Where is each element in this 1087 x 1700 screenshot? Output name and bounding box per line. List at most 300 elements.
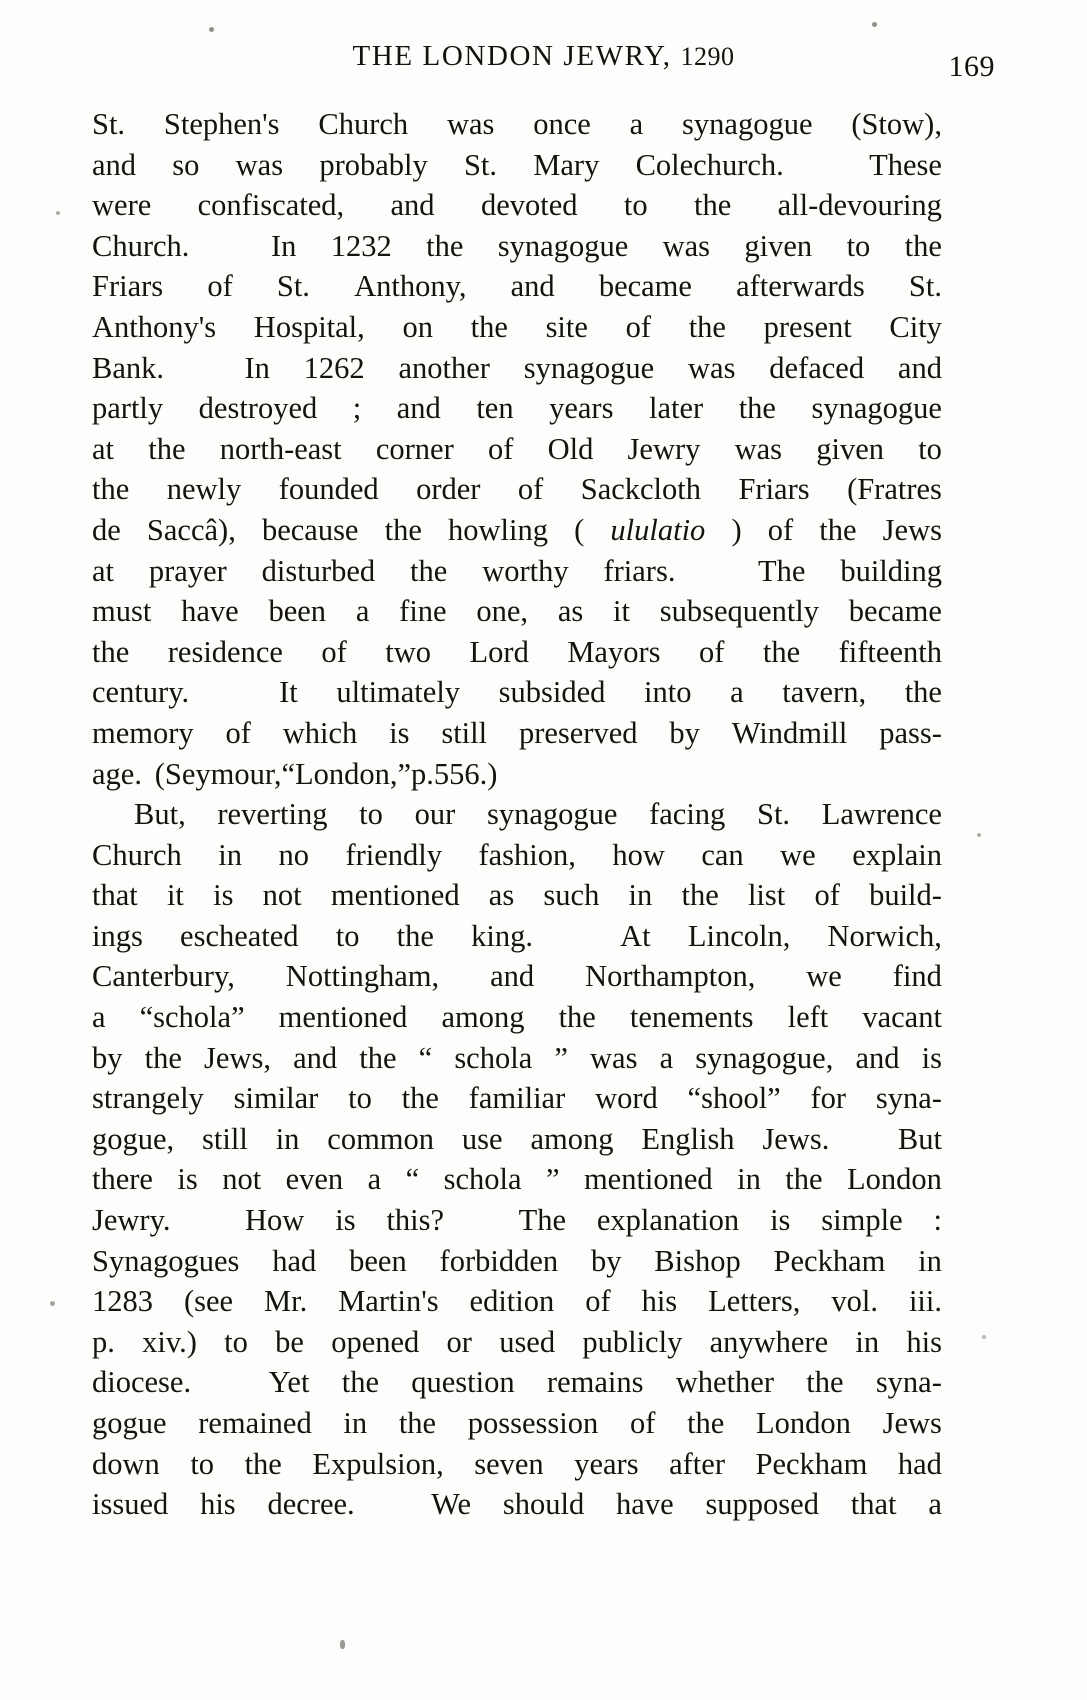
text-word: at: [92, 553, 115, 588]
text-word: confiscated,: [197, 188, 345, 223]
text-word: the: [904, 228, 942, 263]
text-word: But,: [134, 797, 186, 832]
text-word: to: [846, 228, 871, 263]
text-word: Jews: [882, 512, 942, 547]
text-word: his: [906, 1324, 942, 1359]
text-word: seven: [474, 1446, 544, 1481]
text-word: Lord: [469, 634, 529, 669]
text-word: memory: [92, 715, 194, 750]
text-line: [92, 632, 942, 673]
text-word: one,: [476, 594, 529, 629]
text-word: fashion,: [478, 837, 576, 872]
text-word: or: [446, 1324, 472, 1359]
text-line: [92, 1444, 942, 1485]
text-line: [92, 307, 942, 348]
text-word: How: [245, 1203, 305, 1238]
text-word: 1283: [92, 1284, 153, 1319]
text-word: newly: [166, 472, 242, 507]
text-word: ululatio: [610, 512, 706, 547]
text-word: Hospital,: [253, 309, 365, 344]
text-word: a: [629, 107, 644, 141]
text-word: been: [349, 1243, 407, 1278]
text-word: synagogue,: [695, 1040, 834, 1075]
text-word: syna-: [875, 1081, 942, 1116]
text-word: such: [543, 878, 600, 913]
text-word: strangely: [92, 1081, 204, 1116]
text-word: that: [92, 878, 138, 913]
text-word: two: [385, 634, 432, 669]
text-word: Jewry.: [92, 1203, 171, 1238]
text-word: the: [904, 675, 942, 710]
text-word: after: [669, 1446, 725, 1481]
text-word: in: [918, 1243, 942, 1278]
text-word: gogue,: [92, 1121, 175, 1156]
text-line: [92, 1038, 942, 1079]
text-word: that: [850, 1487, 897, 1522]
text-word: London: [847, 1162, 942, 1197]
text-word: still: [202, 1121, 248, 1156]
text-word: whether: [675, 1365, 774, 1400]
text-word: of: [625, 309, 652, 344]
text-word: had: [897, 1446, 942, 1481]
text-word: St.: [757, 797, 791, 832]
text-line: [92, 672, 942, 713]
text-word: given: [816, 431, 884, 466]
text-word: to: [190, 1446, 215, 1481]
text-word: The: [758, 553, 806, 588]
text-word: supposed: [705, 1487, 819, 1522]
text-line: [92, 875, 942, 916]
text-word: to: [335, 918, 360, 953]
text-word: a: [92, 1000, 106, 1035]
text-word: But: [897, 1121, 942, 1156]
text-word: north-east: [219, 431, 342, 466]
text-word: ;: [352, 391, 362, 426]
text-word: this?: [386, 1203, 445, 1238]
text-word: Jews,: [204, 1040, 271, 1075]
text-word: defaced: [769, 350, 865, 385]
text-word: a: [659, 1040, 674, 1075]
text-word: present: [763, 309, 852, 344]
text-line: [92, 1200, 942, 1241]
text-word: mentioned: [330, 878, 460, 913]
text-word: similar: [233, 1081, 319, 1116]
text-word: is: [213, 878, 234, 913]
text-word: These: [869, 147, 942, 182]
text-word: a: [367, 1162, 382, 1197]
text-line: [92, 510, 942, 551]
text-word: Saccâ),: [146, 512, 236, 547]
text-word: because: [261, 512, 359, 547]
text-word: the: [426, 228, 464, 263]
text-word: diocese.: [92, 1365, 192, 1400]
text-word: later: [648, 391, 704, 426]
text-word: is: [921, 1040, 942, 1075]
scan-speck: [977, 833, 981, 837]
text-line: [92, 185, 942, 226]
text-word: syna-: [875, 1365, 942, 1400]
text-line: [92, 591, 942, 632]
text-word: of: [629, 1406, 656, 1440]
text-word: was: [590, 1040, 638, 1075]
text-word: the: [762, 634, 801, 669]
text-word: of: [698, 634, 725, 669]
text-word: friendly: [345, 837, 442, 872]
running-head-year: 1290: [680, 42, 735, 71]
text-word: Mayors: [567, 634, 661, 669]
text-word: howling: [448, 512, 548, 547]
text-word: decree.: [267, 1487, 355, 1522]
text-word: the: [738, 391, 776, 426]
text-word: in: [628, 878, 653, 913]
text-line: [92, 226, 942, 267]
text-word: another: [398, 350, 490, 385]
text-word: should: [502, 1487, 585, 1522]
text-word: Bishop: [654, 1243, 741, 1278]
text-word: English: [641, 1121, 735, 1156]
text-word: among: [441, 1000, 525, 1035]
text-word: 1232: [330, 228, 392, 263]
text-word: Mary: [533, 147, 600, 182]
text-word: the: [681, 878, 719, 913]
text-word: and: [897, 350, 942, 385]
text-word: a: [928, 1487, 942, 1522]
text-word: Jews: [882, 1406, 942, 1440]
text-word: Synagogues: [92, 1243, 240, 1278]
text-line: [92, 997, 942, 1038]
text-word: St.: [276, 269, 310, 304]
text-word: to: [359, 797, 383, 832]
text-word: Jewry: [627, 431, 701, 466]
text-line: [92, 1403, 942, 1444]
text-word: forbidden: [439, 1243, 559, 1278]
text-word: to: [918, 431, 942, 466]
text-word: and: [510, 269, 555, 304]
text-word: Church: [92, 837, 182, 872]
text-word: all-devouring: [777, 188, 942, 223]
text-word: issued: [92, 1487, 169, 1522]
text-word: of: [207, 269, 233, 304]
text-word: have: [181, 594, 239, 629]
text-word: into: [644, 675, 692, 710]
running-head: [92, 40, 995, 84]
text-word: We: [431, 1487, 472, 1522]
text-word: destroyed: [198, 391, 318, 426]
text-word: in: [218, 837, 242, 872]
text-word: to: [623, 188, 648, 223]
text-word: his: [200, 1487, 236, 1522]
text-word: in: [343, 1406, 368, 1440]
text-word: we: [780, 837, 816, 872]
text-word: of: [225, 715, 251, 750]
paragraph-st-stephens-church: [92, 104, 942, 794]
text-word: of: [321, 634, 347, 669]
text-word: his: [641, 1284, 678, 1319]
text-word: vol.: [831, 1284, 878, 1319]
text-word: synagogue: [486, 797, 618, 832]
text-word: it: [613, 594, 630, 629]
text-word: Peckham: [755, 1446, 868, 1481]
text-word: synagogue: [523, 350, 655, 385]
text-word: age.: [92, 756, 142, 791]
text-word: Stephen's: [163, 107, 280, 141]
text-word: century.: [92, 675, 190, 710]
text-word: was: [662, 228, 711, 263]
text-word: given: [744, 228, 813, 263]
text-word: simple: [821, 1203, 903, 1238]
text-word: Old: [547, 431, 594, 466]
text-word: synagogue: [497, 228, 629, 263]
text-line: [92, 794, 942, 835]
text-word: the: [693, 188, 732, 223]
text-word: possession: [467, 1406, 599, 1440]
text-word: Friars: [738, 472, 810, 507]
text-word: The: [518, 1203, 567, 1238]
text-word: the: [687, 1406, 725, 1440]
text-word: by: [590, 1243, 622, 1278]
text-word: and: [855, 1040, 900, 1075]
text-word: is: [770, 1203, 791, 1238]
text-word: the: [470, 309, 508, 344]
text-word: schola: [454, 1040, 533, 1075]
text-word: is: [389, 715, 410, 750]
text-word: so: [172, 147, 200, 182]
scan-speck: [340, 1640, 345, 1649]
text-word: “: [418, 1040, 433, 1075]
text-word: were: [92, 188, 152, 223]
text-word: (Seymour,: [154, 756, 282, 791]
text-word: left: [787, 1000, 829, 1035]
text-word: a: [730, 675, 744, 710]
text-word: there: [92, 1162, 153, 1197]
text-word: City: [889, 309, 942, 344]
scan-speck: [209, 27, 214, 32]
text-word: down: [92, 1446, 160, 1481]
text-word: the: [384, 512, 422, 547]
text-word: Mr.: [264, 1284, 308, 1319]
text-word: list: [747, 878, 786, 913]
text-word: the: [396, 918, 434, 953]
text-word: Lawrence: [821, 797, 942, 832]
text-word: friars.: [603, 553, 676, 588]
text-word: facing: [649, 797, 726, 832]
scan-speck: [50, 1301, 55, 1306]
text-word: Norwich,: [827, 918, 942, 953]
text-word: was: [688, 350, 736, 385]
text-word: the: [92, 634, 130, 669]
text-line: [92, 145, 942, 186]
text-word: worthy: [482, 553, 569, 588]
text-word: ): [731, 512, 742, 547]
text-word: to: [224, 1324, 248, 1359]
text-word: residence: [167, 634, 283, 669]
text-word: and: [92, 147, 137, 182]
text-line: [92, 1159, 942, 1200]
text-word: question: [411, 1365, 515, 1400]
text-word: Anthony,: [354, 269, 467, 304]
text-word: remains: [546, 1365, 644, 1400]
text-word: Canterbury,: [92, 959, 235, 994]
text-word: site: [545, 309, 588, 344]
text-word: gogue: [92, 1406, 167, 1440]
text-word: xiv.): [142, 1324, 197, 1359]
text-word: the: [244, 1446, 282, 1481]
text-word: building: [840, 553, 942, 588]
text-word: the: [688, 309, 726, 344]
text-line: [92, 348, 942, 389]
text-word: devoted: [480, 188, 578, 223]
text-word: Lincoln,: [687, 918, 791, 953]
text-word: 556.): [433, 756, 498, 791]
text-word: partly: [92, 391, 164, 426]
text-line: [92, 1119, 942, 1160]
scan-speck: [872, 22, 877, 27]
text-word: pass-: [879, 715, 942, 750]
text-word: ultimately: [336, 675, 461, 710]
text-word: for: [810, 1081, 847, 1116]
text-word: the: [144, 1040, 182, 1075]
text-word: In: [270, 228, 297, 263]
text-word: which: [282, 715, 358, 750]
text-word: fifteenth: [838, 634, 942, 669]
text-word: by: [92, 1040, 123, 1075]
text-word: in: [275, 1121, 300, 1156]
text-line: [92, 388, 942, 429]
text-word: Northampton,: [585, 959, 756, 994]
text-word: p.: [92, 1324, 115, 1359]
text-word: p.: [411, 756, 434, 791]
text-word: mentioned: [583, 1162, 713, 1197]
text-word: and: [390, 188, 435, 223]
text-word: the: [410, 553, 448, 588]
text-word: the: [148, 431, 186, 466]
text-word: founded: [278, 472, 379, 507]
text-word: Church.: [92, 228, 190, 263]
text-word: became: [598, 269, 692, 304]
text-word: schola: [443, 1162, 522, 1197]
text-word: our: [414, 797, 456, 832]
text-word: St.: [92, 107, 126, 141]
text-word: have: [616, 1487, 674, 1522]
text-word: Martin's: [338, 1284, 439, 1319]
text-word: how: [612, 837, 665, 872]
text-word: it: [166, 878, 184, 913]
text-word: no: [278, 837, 309, 872]
text-line: [92, 835, 942, 876]
text-word: years: [574, 1446, 639, 1481]
text-word: use: [461, 1121, 503, 1156]
text-word: subsequently: [659, 594, 820, 629]
text-line: [92, 754, 942, 795]
text-word: ten: [476, 391, 514, 426]
text-word: synagogue: [682, 107, 813, 141]
text-word: on: [402, 309, 433, 344]
text-word: at: [92, 431, 115, 466]
text-word: afterwards: [736, 269, 865, 304]
text-word: king.: [471, 918, 533, 953]
text-word: (: [574, 512, 585, 547]
text-word: must: [92, 594, 152, 629]
paragraph-reverting-to-our-synagogue: [92, 794, 942, 1525]
text-word: the: [92, 472, 130, 507]
text-word: in: [855, 1324, 880, 1359]
text-word: not: [222, 1162, 262, 1197]
text-word: had: [272, 1243, 317, 1278]
text-word: find: [892, 959, 942, 994]
text-word: as: [488, 878, 515, 913]
text-word: of: [585, 1284, 611, 1319]
text-word: order: [416, 472, 481, 507]
running-head-title: [353, 40, 735, 73]
text-word: mentioned: [278, 1000, 408, 1035]
text-word: (Fratres: [847, 472, 942, 507]
text-word: the: [558, 1000, 596, 1035]
text-word: the: [341, 1365, 379, 1400]
text-word: familiar: [468, 1081, 566, 1116]
text-word: corner: [375, 431, 454, 466]
text-word: is: [177, 1162, 198, 1197]
text-word: Jews.: [762, 1121, 830, 1156]
text-line: [92, 1362, 942, 1403]
text-word: Sackcloth: [580, 472, 702, 507]
text-word: disturbed: [261, 553, 376, 588]
text-word: as: [557, 594, 584, 629]
text-word: explain: [852, 837, 942, 872]
text-word: once: [533, 107, 591, 141]
text-word: common: [327, 1121, 435, 1156]
text-word: can: [701, 837, 744, 872]
text-word: and: [396, 391, 441, 426]
text-word: Windmill: [731, 715, 848, 750]
text-word: probably: [319, 147, 428, 182]
text-word: “schola”: [139, 1000, 245, 1035]
text-word: still: [441, 715, 488, 750]
page-number: 169: [948, 50, 995, 83]
text-word: of: [517, 472, 544, 507]
text-line: [92, 429, 942, 470]
text-word: the: [806, 1365, 844, 1400]
text-line: [92, 713, 942, 754]
text-word: word: [595, 1081, 658, 1116]
text-word: of: [767, 512, 794, 547]
text-word: publicly: [582, 1324, 683, 1359]
text-line: [92, 551, 942, 592]
text-word: tenements: [629, 1000, 754, 1035]
text-word: Friars: [92, 269, 164, 304]
text-word: edition: [469, 1284, 555, 1319]
text-word: ”: [554, 1040, 568, 1075]
text-word: “London,”: [281, 756, 412, 791]
text-word: was: [446, 107, 495, 141]
text-word: reverting: [217, 797, 328, 832]
text-word: by: [669, 715, 700, 750]
text-line: [92, 956, 942, 997]
text-line: [92, 1078, 942, 1119]
text-word: It: [279, 675, 298, 710]
text-word: Peckham: [773, 1243, 886, 1278]
text-word: been: [268, 594, 327, 629]
body-text: [92, 104, 942, 1525]
text-word: a: [355, 594, 370, 629]
text-line: [92, 1484, 942, 1525]
text-word: Expulsion,: [312, 1446, 444, 1481]
text-word: and: [490, 959, 535, 994]
text-word: Anthony's: [92, 309, 217, 344]
text-word: remained: [198, 1406, 312, 1440]
text-word: In: [244, 350, 270, 385]
text-word: fine: [399, 594, 447, 629]
text-word: 1262: [303, 350, 365, 385]
